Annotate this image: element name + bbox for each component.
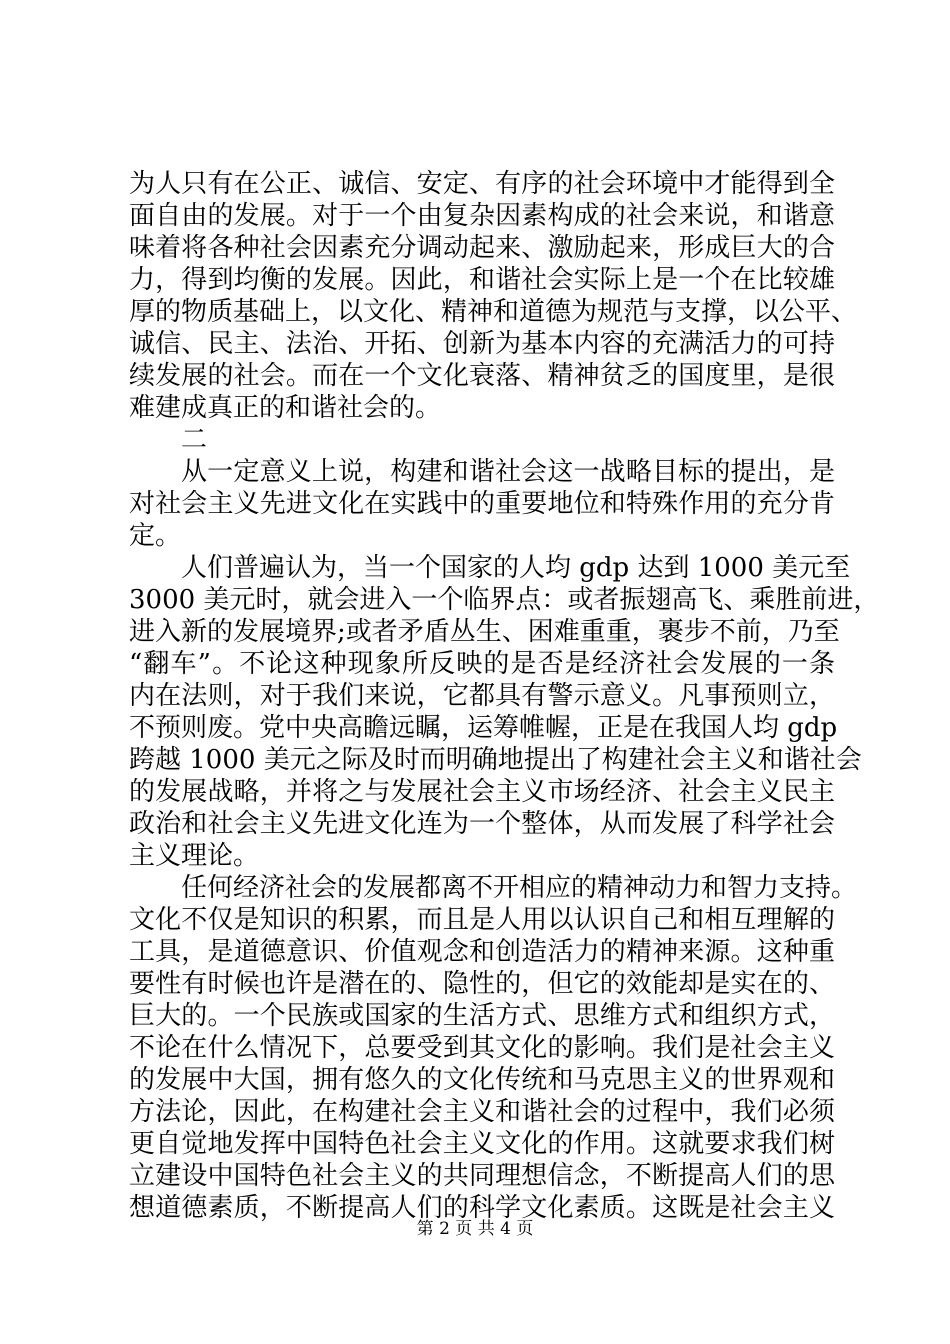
document-body	[129, 168, 880, 1224]
text-line: 进入新的发展境界;或者矛盾丛生、困难重重，裹步不前，乃至	[129, 617, 840, 647]
text-line: 的发展中大国，拥有悠久的文化传统和马克思主义的世界观和	[129, 1065, 835, 1095]
text-line: 味着将各种社会因素充分调动起来、激励起来，形成巨大的合	[129, 233, 835, 263]
text-line: 立建设中国特色社会主义的共同理想信念，不断提高人们的思	[129, 1161, 835, 1191]
text-line: 要性有时候也许是潜在的、隐性的，但它的效能却是实在的、	[129, 969, 835, 999]
text-line: 更自觉地发挥中国特色社会主义文化的作用。这就要求我们树	[129, 1129, 835, 1159]
text-line: 从一定意义上说，构建和谐社会这一战略目标的提出，是	[181, 457, 835, 487]
text-line: 厚的物质基础上，以文化、精神和道德为规范与支撑，以公平、	[129, 297, 858, 327]
text-line: 跨越 1000 美元之际及时而明确地提出了构建社会主义和谐社会	[129, 745, 862, 775]
text-line: 不预则废。党中央高瞻远瞩，运筹帷幄，正是在我国人均 gdp	[129, 713, 838, 743]
text-line: 为人只有在公正、诚信、安定、有序的社会环境中才能得到全	[129, 169, 835, 199]
text-line: 巨大的。一个民族或国家的生活方式、思维方式和组织方式，	[129, 1001, 835, 1031]
text-line: 方法论，因此，在构建社会主义和谐社会的过程中，我们必须	[129, 1097, 835, 1127]
page-number-footer: 第 2 页 共 4 页	[416, 1219, 534, 1239]
text-line: 力，得到均衡的发展。因此，和谐社会实际上是一个在比较雄	[129, 265, 835, 295]
text-line: 难建成真正的和谐社会的。	[129, 393, 442, 423]
text-line: 人们普遍认为，当一个国家的人均 gdp 达到 1000 美元至	[181, 553, 851, 583]
text-line: 诚信、民主、法治、开拓、创新为基本内容的充满活力的可持	[129, 329, 835, 359]
text-line: 文化不仅是知识的积累，而且是人用以认识自己和相互理解的	[129, 905, 835, 935]
section-heading: 二	[181, 425, 208, 455]
text-line: 内在法则，对于我们来说，它都具有警示意义。凡事预则立，	[129, 681, 835, 711]
text-line: 对社会主义先进文化在实践中的重要地位和特殊作用的充分肯	[129, 489, 835, 519]
text-line: 工具，是道德意识、价值观念和创造活力的精神来源。这种重	[129, 937, 835, 967]
text-line: 政治和社会主义先进文化连为一个整体，从而发展了科学社会	[129, 809, 835, 839]
text-line: 的发展战略，并将之与发展社会主义市场经济、社会主义民主	[129, 777, 835, 807]
text-line: 面自由的发展。对于一个由复杂因素构成的社会来说，和谐意	[129, 201, 835, 231]
text-line: 想道德素质，不断提高人们的科学文化素质。这既是社会主义	[129, 1193, 835, 1223]
text-line: 定。	[129, 521, 182, 551]
text-line: 主义理论。	[129, 841, 260, 871]
text-line: 任何经济社会的发展都离不开相应的精神动力和智力支持。	[181, 873, 858, 903]
text-line: 3000 美元时，就会进入一个临界点：或者振翅高飞、乘胜前进，	[129, 585, 880, 615]
text-line: “翻车”。不论这种现象所反映的是否是经济社会发展的一条	[129, 649, 835, 679]
text-line: 续发展的社会。而在一个文化衰落、精神贫乏的国度里，是很	[129, 361, 835, 391]
text-line: 不论在什么情况下，总要受到其文化的影响。我们是社会主义	[129, 1033, 835, 1063]
